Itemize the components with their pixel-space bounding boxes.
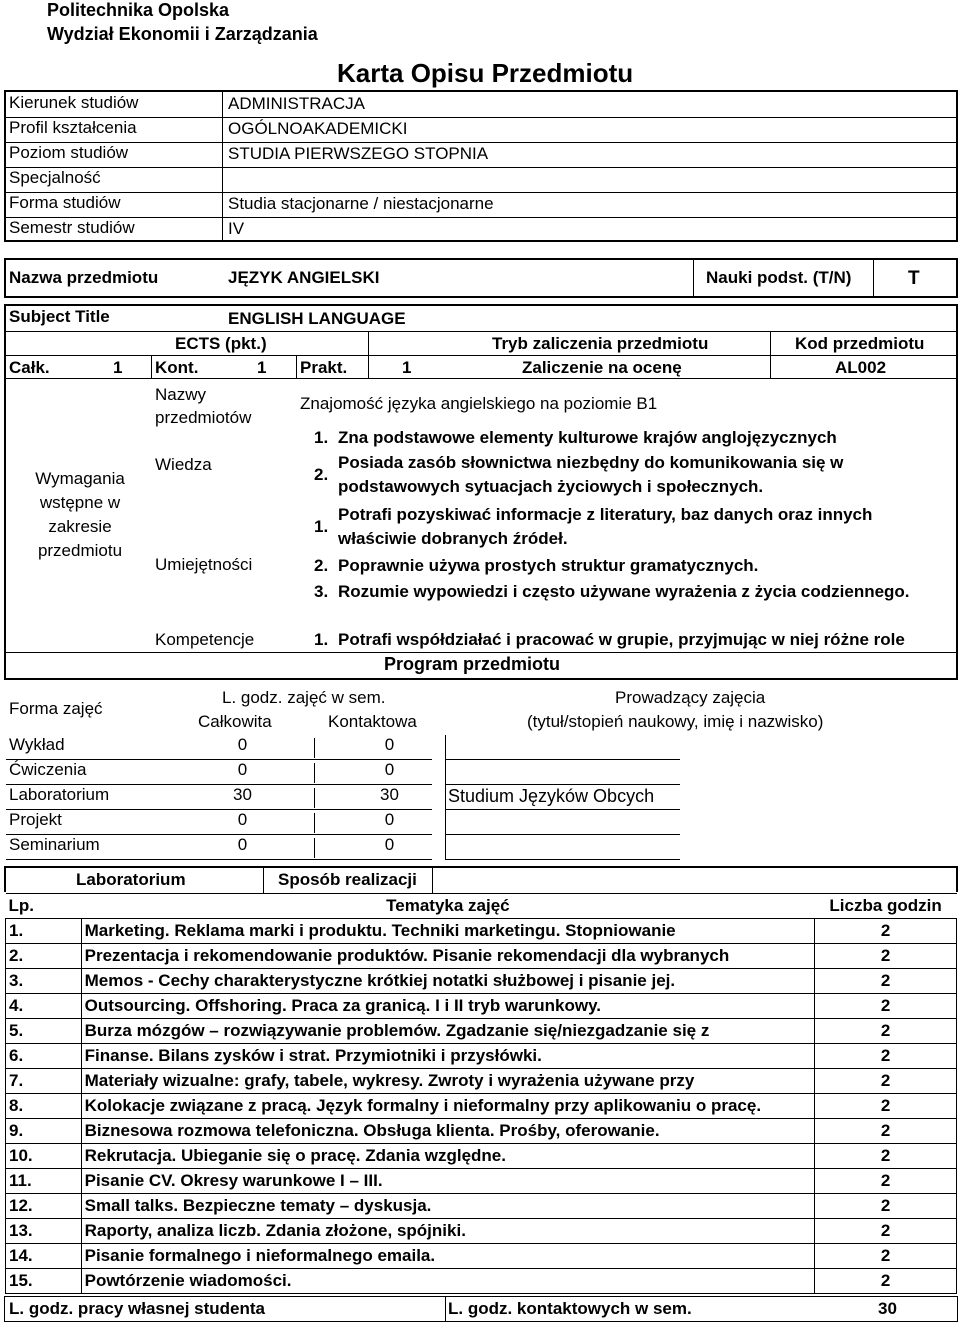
topic-row bbox=[6, 969, 957, 994]
program-row-label: Semestr studiów bbox=[9, 218, 135, 237]
topic-row bbox=[6, 944, 957, 969]
topic-lp: 7. bbox=[6, 1069, 82, 1094]
nazwy-label-line: Nazwy bbox=[155, 385, 207, 404]
forms-header-lecturer: Prowadzący zajęcia bbox=[615, 688, 766, 707]
divider bbox=[6, 217, 956, 218]
requirement-text: Potrafi współdziałać i pracować w grupie, przyjmując w niej różne role bbox=[338, 630, 905, 649]
divider bbox=[6, 652, 956, 653]
forms-header-total: Całkowita bbox=[198, 712, 272, 731]
topic-text: Kolokacje związane z pracą. Język formalny i nieformalny przy aplikowaniu o pracę. bbox=[81, 1094, 815, 1119]
kod-value: AL002 bbox=[835, 358, 887, 377]
tryb-header: Tryb zaliczenia przedmiotu bbox=[492, 334, 709, 353]
topic-hours: 2 bbox=[815, 1269, 957, 1294]
lab-tab-label[interactable]: Laboratorium bbox=[76, 870, 186, 889]
topic-lp: 1. bbox=[6, 919, 82, 944]
divider bbox=[445, 735, 446, 760]
requirement-text: Posiada zasób słownictwa niezbędny do komunikowania się w bbox=[338, 453, 844, 472]
calk-label: Całk. bbox=[9, 358, 50, 377]
topic-lp: 12. bbox=[6, 1194, 82, 1219]
topic-hours: 2 bbox=[815, 944, 957, 969]
form-row-contact: 30 bbox=[380, 785, 399, 804]
program-row-value: ADMINISTRACJA bbox=[228, 94, 365, 113]
topic-lp: 6. bbox=[6, 1044, 82, 1069]
topic-row bbox=[6, 1094, 957, 1119]
topic-row bbox=[6, 1069, 957, 1094]
topic-lp: 3. bbox=[6, 969, 82, 994]
requirement-number: 1. bbox=[314, 517, 329, 536]
requirements-title-line: Wymagania bbox=[35, 469, 125, 488]
divider bbox=[151, 356, 152, 378]
topic-lp: 9. bbox=[6, 1119, 82, 1144]
form-row-name: Wykład bbox=[9, 735, 65, 754]
topic-hours: 2 bbox=[815, 1019, 957, 1044]
topic-row bbox=[6, 1169, 957, 1194]
program-title: Program przedmiotu bbox=[384, 654, 561, 674]
divider bbox=[770, 332, 771, 378]
divider bbox=[6, 378, 956, 379]
footer-self-label: L. godz. pracy własnej studenta bbox=[9, 1299, 265, 1318]
divider bbox=[445, 809, 680, 810]
topic-hours: 2 bbox=[815, 1144, 957, 1169]
form-row-name: Seminarium bbox=[9, 835, 100, 854]
program-row-value: STUDIA PIERWSZEGO STOPNIA bbox=[228, 144, 489, 163]
umiejetnosci-label: Umiejętności bbox=[155, 555, 253, 574]
divider bbox=[445, 784, 680, 785]
subject-title: ENGLISH LANGUAGE bbox=[228, 309, 406, 328]
nazwy-label bbox=[155, 383, 251, 429]
topic-text: Pisanie formalnego i nieformalnego emaila. bbox=[81, 1244, 815, 1269]
divider bbox=[445, 859, 680, 860]
forms-header-form: Forma zajęć bbox=[9, 699, 103, 718]
topic-row bbox=[6, 1119, 957, 1144]
divider bbox=[6, 117, 956, 118]
topic-row bbox=[6, 1044, 957, 1069]
program-row-value: Studia stacjonarne / niestacjonarne bbox=[228, 194, 494, 213]
topic-lp: 13. bbox=[6, 1219, 82, 1244]
form-row-contact: 0 bbox=[384, 760, 395, 779]
forms-header-hours: L. godz. zajęć w sem. bbox=[222, 688, 386, 707]
divider bbox=[368, 332, 369, 378]
topic-row bbox=[6, 1219, 957, 1244]
requirement-text: Rozumie wypowiedzi i często używane wyrażenia z życia codziennego. bbox=[338, 582, 910, 601]
document-title: Karta Opisu Przedmiotu bbox=[337, 58, 634, 88]
divider bbox=[445, 834, 680, 835]
requirements-title bbox=[10, 467, 150, 563]
divider bbox=[445, 759, 680, 760]
divider bbox=[314, 738, 315, 758]
form-row-name: Laboratorium bbox=[9, 785, 110, 804]
form-row-total: 0 bbox=[237, 810, 248, 829]
topic-row bbox=[6, 994, 957, 1019]
kont-value: 1 bbox=[257, 358, 267, 377]
topic-text: Materiały wizualne: grafy, tabele, wykresy. Zwroty i wyrażenia używane przy bbox=[81, 1069, 815, 1094]
requirement-number: 3. bbox=[314, 582, 329, 601]
requirement-text: właściwie dobranych źródeł. bbox=[338, 529, 568, 548]
topic-row bbox=[6, 1244, 957, 1269]
form-row-name: Projekt bbox=[9, 810, 62, 829]
topic-row bbox=[6, 1269, 957, 1294]
topic-text: Biznesowa rozmowa telefoniczna. Obsługa klienta. Prośby, oferowanie. bbox=[81, 1119, 815, 1144]
topic-row bbox=[6, 1144, 957, 1169]
topic-text: Marketing. Reklama marki i produktu. Techniki marketingu. Stopniowanie bbox=[81, 919, 815, 944]
ects-header: ECTS (pkt.) bbox=[175, 334, 267, 353]
program-row-value: IV bbox=[228, 219, 245, 238]
footer-contact-label: L. godz. kontaktowych w sem. bbox=[448, 1299, 692, 1318]
topic-text: Powtórzenie wiadomości. bbox=[81, 1269, 815, 1294]
topic-text: Burza mózgów – rozwiązywanie problemów. Zgadzanie się/niezgadzanie się z bbox=[81, 1019, 815, 1044]
divider bbox=[445, 835, 446, 860]
divider bbox=[314, 813, 315, 833]
topic-text: Memos - Cechy charakterystyczne krótkiej notatki służbowej i pisanie jej. bbox=[81, 969, 815, 994]
topic-hours: 2 bbox=[815, 1219, 957, 1244]
divider bbox=[296, 356, 297, 378]
topic-lp: 11. bbox=[6, 1169, 82, 1194]
program-row-label: Poziom studiów bbox=[9, 143, 129, 162]
topic-hours: 2 bbox=[815, 1044, 957, 1069]
requirements-title-line: zakresie bbox=[48, 517, 112, 536]
requirement-number: 2. bbox=[314, 465, 329, 484]
divider bbox=[445, 1296, 446, 1322]
program-info-box bbox=[4, 90, 958, 242]
col-topic-header: Tematyka zajęć bbox=[81, 894, 815, 919]
form-row-total: 30 bbox=[233, 785, 252, 804]
topic-hours: 2 bbox=[815, 919, 957, 944]
wiedza-label: Wiedza bbox=[155, 455, 212, 474]
topic-row bbox=[6, 1194, 957, 1219]
kompetencje-label: Kompetencje bbox=[155, 630, 255, 649]
topic-hours: 2 bbox=[815, 1119, 957, 1144]
subject-name-label: Nazwa przedmiotu bbox=[9, 268, 159, 287]
topic-text: Prezentacja i rekomendowanie produktów. Pisanie rekomendacji dla wybranych bbox=[81, 944, 815, 969]
subject-title-label: Subject Title bbox=[9, 307, 110, 326]
topics-header-row bbox=[6, 894, 957, 919]
divider bbox=[6, 355, 956, 356]
form-row-contact: 0 bbox=[384, 835, 395, 854]
requirement-text: podstawowych sytuacjach życiowych i społecznych. bbox=[338, 477, 764, 496]
requirement-number: 2. bbox=[314, 556, 329, 575]
faculty-name: Wydział Ekonomii i Zarządzania bbox=[47, 24, 318, 44]
university-name: Politechnika Opolska bbox=[47, 0, 230, 20]
kod-header: Kod przedmiotu bbox=[795, 334, 925, 353]
topic-lp: 5. bbox=[6, 1019, 82, 1044]
divider bbox=[6, 142, 956, 143]
form-row-contact: 0 bbox=[384, 810, 395, 829]
nazwy-value: Znajomość języka angielskiego na poziomie B1 bbox=[300, 394, 658, 413]
topic-text: Finanse. Bilans zysków i strat. Przymiotniki i przysłówki. bbox=[81, 1044, 815, 1069]
topic-text: Small talks. Bezpieczne tematy – dyskusja. bbox=[81, 1194, 815, 1219]
program-row-value: OGÓLNOAKADEMICKI bbox=[228, 119, 408, 138]
topic-hours: 2 bbox=[815, 1094, 957, 1119]
topics-table bbox=[5, 893, 957, 1294]
program-row-label: Profil kształcenia bbox=[9, 118, 137, 137]
col-hours-header: Liczba godzin bbox=[815, 894, 957, 919]
program-row-label: Kierunek studiów bbox=[9, 93, 139, 112]
prakt-value: 1 bbox=[402, 358, 412, 377]
program-row-label: Specjalność bbox=[9, 168, 101, 187]
topic-hours: 2 bbox=[815, 1069, 957, 1094]
requirement-number: 1. bbox=[314, 630, 329, 649]
topic-text: Pisanie CV. Okresy warunkowe I – III. bbox=[81, 1169, 815, 1194]
kont-label: Kont. bbox=[155, 358, 199, 377]
topic-text: Outsourcing. Offshoring. Praca za granicą. I i II tryb warunkowy. bbox=[81, 994, 815, 1019]
topic-row bbox=[6, 1019, 957, 1044]
requirements-title-line: wstępne w bbox=[39, 493, 121, 512]
divider bbox=[445, 760, 446, 785]
form-row-total: 0 bbox=[237, 735, 248, 754]
mode-tab-label[interactable]: Sposób realizacji bbox=[278, 870, 417, 889]
nauki-value: T bbox=[908, 268, 920, 289]
divider bbox=[693, 260, 694, 296]
requirement-text: Poprawnie używa prostych struktur gramatycznych. bbox=[338, 556, 759, 575]
topic-text: Rekrutacja. Ubieganie się o pracę. Zdania względne. bbox=[81, 1144, 815, 1169]
form-row-total: 0 bbox=[237, 835, 248, 854]
topic-hours: 2 bbox=[815, 1169, 957, 1194]
divider bbox=[314, 763, 315, 783]
divider bbox=[873, 260, 874, 296]
divider bbox=[445, 785, 446, 810]
nauki-label: Nauki podst. (T/N) bbox=[706, 268, 852, 287]
form-row-lecturer: Studium Języków Obcych bbox=[448, 786, 655, 806]
divider bbox=[6, 192, 956, 193]
topic-hours: 2 bbox=[815, 969, 957, 994]
topic-lp: 8. bbox=[6, 1094, 82, 1119]
topic-lp: 10. bbox=[6, 1144, 82, 1169]
form-row-total: 0 bbox=[237, 760, 248, 779]
topic-hours: 2 bbox=[815, 994, 957, 1019]
nazwy-label-line: przedmiotów bbox=[155, 408, 252, 427]
form-row-name: Ćwiczenia bbox=[9, 760, 87, 779]
requirement-number: 1. bbox=[314, 428, 329, 447]
program-row-label: Forma studiów bbox=[9, 193, 121, 212]
topic-lp: 2. bbox=[6, 944, 82, 969]
tryb-value: Zaliczenie na ocenę bbox=[522, 358, 682, 377]
requirements-title-line: przedmiotu bbox=[37, 541, 123, 560]
divider bbox=[6, 859, 432, 860]
forms-header-lecturer-sub: (tytuł/stopień naukowy, imię i nazwisko) bbox=[527, 712, 824, 731]
footer-contact-value: 30 bbox=[878, 1299, 897, 1318]
calk-value: 1 bbox=[113, 358, 123, 377]
divider bbox=[6, 331, 956, 332]
forms-header-contact: Kontaktowa bbox=[328, 712, 417, 731]
topic-row bbox=[6, 919, 957, 944]
divider bbox=[445, 810, 446, 835]
topic-lp: 15. bbox=[6, 1269, 82, 1294]
divider bbox=[314, 838, 315, 858]
topic-lp: 4. bbox=[6, 994, 82, 1019]
requirement-text: Potrafi pozyskiwać informacje z literatury, baz danych oraz innych bbox=[338, 505, 873, 524]
topic-hours: 2 bbox=[815, 1244, 957, 1269]
prakt-label: Prakt. bbox=[300, 358, 348, 377]
subject-name: JĘZYK ANGIELSKI bbox=[228, 268, 380, 287]
topic-hours: 2 bbox=[815, 1194, 957, 1219]
topic-text: Raporty, analiza liczb. Zdania złożone, spójniki. bbox=[81, 1219, 815, 1244]
topic-lp: 14. bbox=[6, 1244, 82, 1269]
col-lp-header: Lp. bbox=[6, 894, 82, 919]
form-row-contact: 0 bbox=[384, 735, 395, 754]
requirement-text: Zna podstawowe elementy kulturowe krajów anglojęzycznych bbox=[338, 428, 837, 447]
divider bbox=[6, 167, 956, 168]
divider bbox=[314, 788, 315, 808]
